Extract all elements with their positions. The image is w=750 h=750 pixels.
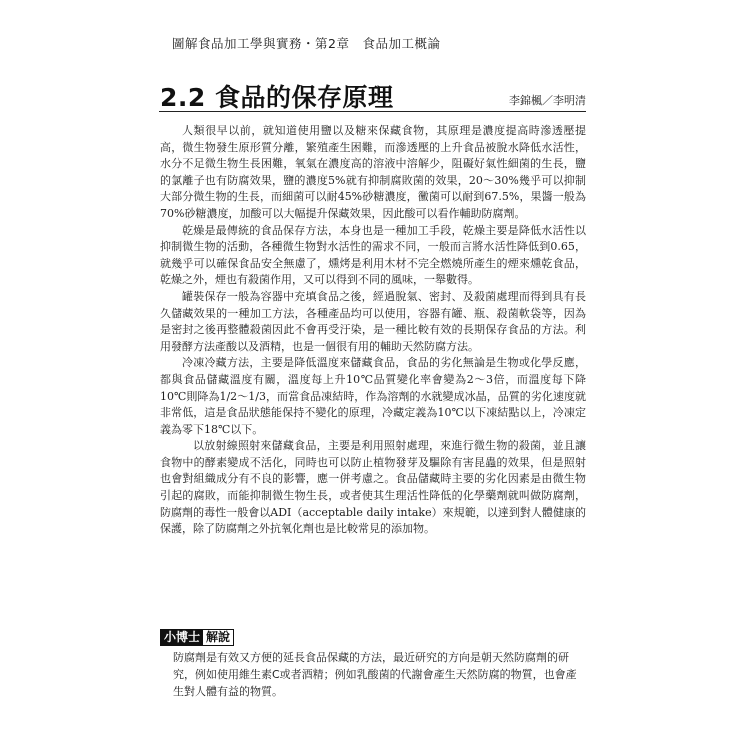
paragraph-freezing: 冷凍冷藏方法，主要是降低溫度來儲藏食品，食品的劣化無論是生物或化學反應，都與食品儲藏溫度有關，溫度每上升10℃品質變化率會變為2～3倍，而溫度每下降10℃則降為1/2～1/3，而當食品凍結時，作為溶劑的水就變成冰晶，品質的劣化速度就非常低，這是食品狀態能保持不變化的原理，冷藏定義為10℃以下凍結點以上，冷凍定義為零下18℃以下。 (160, 356, 586, 436)
section-title: 2.2 食品的保存原理 (160, 83, 394, 112)
paragraph-canning: 罐裝保存一般為容器中充填食品之後，經過脫氣、密封、及殺菌處理而得到具有長久儲藏效果的一種加工方法，各種產品均可以使用，容器有罐、瓶、殺菌軟袋等，因為是密封之後再整體殺菌因此不會再受汙染，是一種比較有效的長期保存食品的方法。利用發酵方法產酸以及酒精，也是一個很有用的輔助天然防腐方法。 (160, 289, 586, 353)
body-text (160, 123, 586, 538)
tip-text: 防腐劑是有效又方便的延長食品保藏的方法，最近研究的方向是朝天然防腐劑的研究，例如使用維生素C或者酒精；例如乳酸菌的代謝會產生天然防腐的物質，也會產生對人體有益的物質。 (173, 651, 577, 698)
title-underline-rule (159, 111, 586, 112)
tip-label-light: 解說 (203, 630, 233, 645)
tip-box (160, 626, 586, 700)
paragraph-drying: 乾燥是最傳統的食品保存方法，本身也是一種加工手段，乾燥主要是降低水活性以抑制微生物的活動，各種微生物對水活性的需求不同，一般而言將水活性降低到0.65，就幾乎可以確保食品安全無慮了，燻烤是利用木材不完全燃燒所產生的煙來燻乾食品，乾燥之外，煙也有殺菌作用，又可以得到不同的風味，一舉數得。 (160, 223, 586, 287)
tip-label (160, 629, 234, 646)
paragraph-irradiation: 以放射線照射來儲藏食品，主要是利用照射處理，來進行微生物的殺菌，並且讓食物中的酵素變成不活化，同時也可以防止植物發芽及驅除有害昆蟲的效果，但是照射也會對組織成分有不良的影響，應一併考慮之。食品儲藏時主要的劣化因素是由微生物引起的腐敗，而能抑制微生物生長，或者使其生理活性降低的化學藥劑就叫做防腐劑，防腐劑的毒性一般會以ADI（acceptable daily intake）來規範，以達到對人體健康的保護，除了防腐劑之外抗氧化劑也是比較常見的添加物。 (160, 439, 586, 536)
paragraph-salt-sugar: 人類很早以前，就知道使用鹽以及糖來保藏食物，其原理是濃度提高時滲透壓提高，微生物發生原形質分離，繁殖產生困難，而滲透壓的上升食品被脫水降低水活性，水分不足微生物生長困難，氧氣在濃度高的溶液中溶解少，阻礙好氣性細菌的生長，鹽的氯離子也有防腐效果，鹽的濃度5%就有抑制腐敗菌的效果，20～30%幾乎可以抑制大部分微生物的生長，而細菌可以耐45%砂糖濃度，黴菌可以耐到67.5%，果醬一般為70%砂糖濃度，加酸可以大幅提升保藏效果，因此酸可以看作輔助防腐劑。 (160, 124, 586, 220)
tip-label-dark: 小博士 (161, 630, 203, 645)
author-credits: 李錦楓／李明清 (509, 94, 586, 107)
running-header: 圖解食品加工學與實務・第2章 食品加工概論 (172, 36, 441, 51)
